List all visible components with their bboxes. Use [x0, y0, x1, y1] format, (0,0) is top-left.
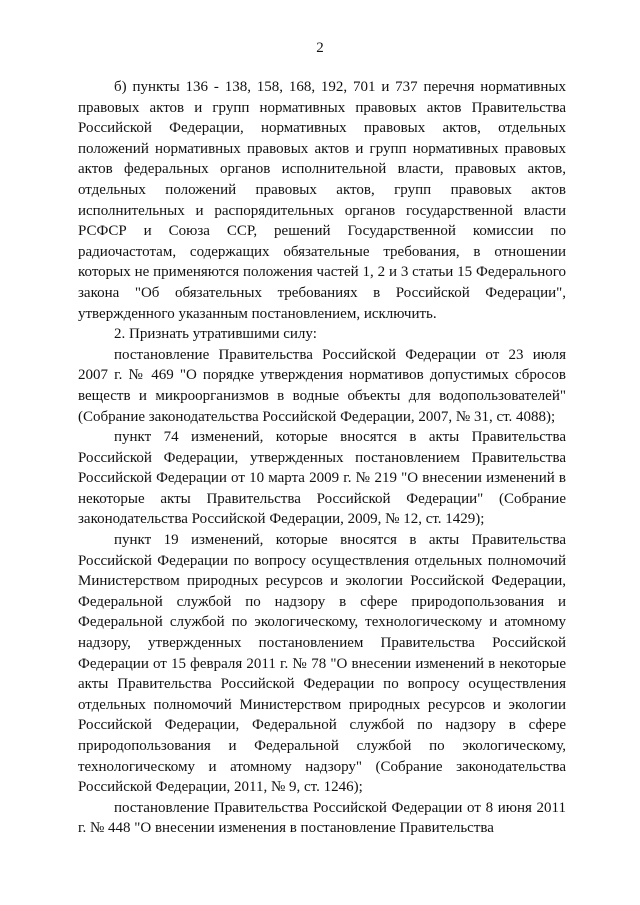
- paragraph-point-19: пункт 19 изменений, которые вносятся в акты Правительства Российской Федерации по вопросу осуществления отдельных полномочий Министерством природных ресурсов и экологии Российской Федерации, Федеральной службой по надзору в сфере природопользования и Федеральной службой по экологическому, технологическому и атомному надзору, утвержденных постановлением Правительства Российской Федерации от 15 февраля 2011 г. № 78 "О внесении изменений в некоторые акты Правительства Российской Федерации по вопросу осуществления отдельных полномочий Министерством природных ресурсов и экологии Российской Федерации, Федеральной службой по надзору в сфере природопользования и Федеральной службой по экологическому, технологическому и атомному надзору" (Собрание законодательства Российской Федерации, 2011, № 9, ст. 1246);: [78, 532, 566, 796]
- paragraph-point-74: пункт 74 изменений, которые вносятся в акты Правительства Российской Федерации, утвержденных постановлением Правительства Российской Федерации от 10 марта 2009 г. № 219 "О внесении изменений в некоторые акты Правительства Российской Федерации" (Собрание законодательства Российской Федерации, 2009, № 12, ст. 1429);: [78, 429, 566, 528]
- paragraph-repeal-heading: 2. Признать утратившими силу:: [114, 326, 317, 343]
- document-body: [78, 77, 566, 839]
- page-number: 2: [316, 40, 324, 56]
- paragraph-resolution-469: постановление Правительства Российской Федерации от 23 июля 2007 г. № 469 "О порядке утверждения нормативов допустимых сбросов веществ и микроорганизмов в водные объекты для водопользователей" (Собрание законодательства Российской Федерации, 2007, № 31, ст. 4088);: [78, 346, 566, 425]
- paragraph-resolution-448: постановление Правительства Российской Федерации от 8 июня 2011 г. № 448 "О внесении изменения в постановление Правительства: [78, 799, 566, 837]
- paragraph-item-b-exclusions: б) пункты 136 - 138, 158, 168, 192, 701 и 737 перечня нормативных правовых актов и групп нормативных правовых актов Правительства Российской Федерации, нормативных правовых актов, отдельных положений нормативных правовых актов и групп нормативных правовых актов федеральных органов исполнительной власти, правовых актов, отдельных положений правовых актов, групп правовых актов исполнительных и распорядительных органов государственной власти РСФСР и Союза ССР, решений Государственной комиссии по радиочастотам, содержащих обязательные требования, в отношении которых не применяются положения частей 1, 2 и 3 статьи 15 Федерального закона "Об обязательных требованиях в Российской Федерации", утвержденного указанным постановлением, исключить.: [78, 79, 566, 322]
